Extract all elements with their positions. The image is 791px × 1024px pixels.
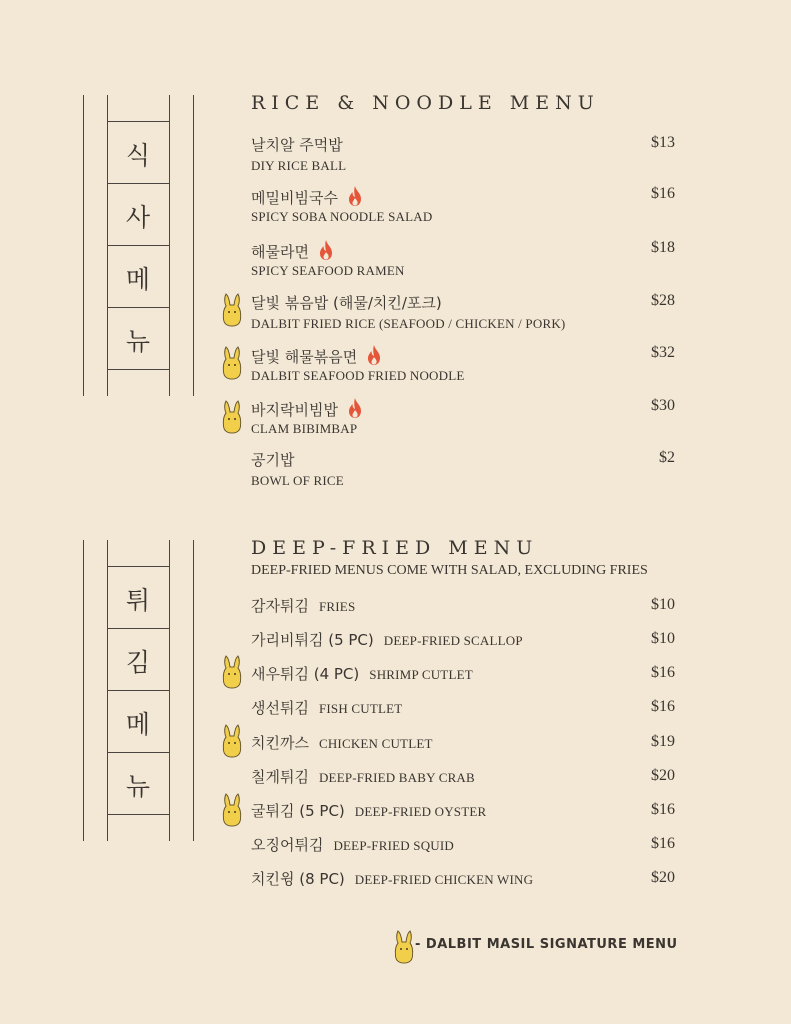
signature-legend: - DALBIT MASIL SIGNATURE MENU xyxy=(415,937,678,952)
item-english-name: DIY RICE BALL xyxy=(251,158,347,173)
rice-vertical-char: 뉴 xyxy=(125,327,151,356)
rabbit-icon xyxy=(222,724,242,758)
item-english-name: SHRIMP CUTLET xyxy=(369,667,473,682)
menu-item xyxy=(251,868,533,889)
rice-vertical-char: 사 xyxy=(125,203,151,232)
item-english-name: CHICKEN CUTLET xyxy=(318,736,433,751)
item-price: $18 xyxy=(651,239,675,256)
item-korean-name: 칠게튀김 xyxy=(251,768,309,786)
item-price: $20 xyxy=(651,869,675,886)
item-english-name: SPICY SOBA NOODLE SALAD xyxy=(251,209,433,224)
item-price: $10 xyxy=(651,630,675,647)
menu-item xyxy=(251,629,523,650)
item-price: $13 xyxy=(651,134,675,151)
fried-section-subtitle: DEEP-FRIED MENUS COME WITH SALAD, EXCLUDING FRIES xyxy=(251,563,648,578)
rabbit-icon xyxy=(222,655,242,689)
menu-item xyxy=(251,766,475,787)
item-price: $16 xyxy=(651,835,675,852)
item-korean-name: 날치알 주먹밥 xyxy=(251,136,343,154)
item-korean-name: 생선튀김 xyxy=(251,699,309,717)
rice-vertical-char: 식 xyxy=(125,141,151,170)
fried-vertical-char: 메 xyxy=(125,710,151,739)
item-price: $10 xyxy=(651,596,675,613)
fried-section-title: DEEP-FRIED MENU xyxy=(251,537,539,559)
item-english-name: DEEP-FRIED CHICKEN WING xyxy=(354,872,534,887)
item-english-name: DEEP-FRIED OYSTER xyxy=(354,804,487,819)
item-english-name: BOWL OF RICE xyxy=(251,473,344,488)
item-korean-name: 굴튀김 (5 PC) xyxy=(251,802,345,820)
item-english-name: DALBIT SEAFOOD FRIED NOODLE xyxy=(251,368,465,383)
item-english-name: DEEP-FRIED SCALLOP xyxy=(383,633,523,648)
item-korean-name: 치킨윙 (8 PC) xyxy=(251,870,345,888)
menu-item xyxy=(251,595,355,616)
rice-vertical-char: 메 xyxy=(125,265,151,294)
item-english-name: DALBIT FRIED RICE (SEAFOOD / CHICKEN / PORK) xyxy=(251,316,566,331)
item-korean-name: 감자튀김 xyxy=(251,597,309,615)
item-korean-name: 공기밥 xyxy=(251,451,295,469)
menu-item xyxy=(251,697,402,718)
menu-item xyxy=(251,834,454,855)
item-price: $32 xyxy=(651,344,675,361)
item-price: $16 xyxy=(651,664,675,681)
item-korean-name: 가리비튀김 (5 PC) xyxy=(251,631,374,649)
item-english-name: SPICY SEAFOOD RAMEN xyxy=(251,263,405,278)
item-english-name: DEEP-FRIED BABY CRAB xyxy=(318,770,475,785)
rabbit-icon xyxy=(222,293,242,327)
menu-item xyxy=(251,732,433,753)
item-korean-name: 바지락비빔밥 xyxy=(251,401,338,419)
flame-icon xyxy=(365,344,383,366)
item-korean-name: 치킨까스 xyxy=(251,734,309,752)
item-english-name: FISH CUTLET xyxy=(318,701,403,716)
item-korean-name: 달빛 볶음밥 (해물/치킨/포크) xyxy=(251,294,442,312)
item-korean-name: 오징어튀김 xyxy=(251,836,324,854)
rabbit-icon xyxy=(222,400,242,434)
fried-vertical-char: 뉴 xyxy=(125,772,151,801)
rabbit-icon xyxy=(394,930,414,964)
item-price: $16 xyxy=(651,185,675,202)
item-english-name: FRIES xyxy=(318,599,356,614)
item-price: $19 xyxy=(651,733,675,750)
item-price: $30 xyxy=(651,397,675,414)
item-price: $20 xyxy=(651,767,675,784)
item-price: $2 xyxy=(659,449,675,466)
item-english-name: DEEP-FRIED SQUID xyxy=(333,838,455,853)
rice-section-title: RICE & NOODLE MENU xyxy=(251,92,600,114)
item-korean-name: 메밀비빔국수 xyxy=(251,189,338,207)
item-price: $16 xyxy=(651,698,675,715)
menu-item xyxy=(251,663,473,684)
flame-icon xyxy=(346,397,364,419)
item-price: $28 xyxy=(651,292,675,309)
item-english-name: CLAM BIBIMBAP xyxy=(251,421,358,436)
flame-icon xyxy=(346,185,364,207)
rabbit-icon xyxy=(222,793,242,827)
item-korean-name: 해물라면 xyxy=(251,243,309,261)
rabbit-icon xyxy=(222,346,242,380)
menu-item xyxy=(251,800,486,821)
item-korean-name: 새우튀김 (4 PC) xyxy=(251,665,360,683)
fried-vertical-char: 튀 xyxy=(125,586,151,615)
item-price: $16 xyxy=(651,801,675,818)
fried-vertical-char: 김 xyxy=(125,648,151,677)
item-korean-name: 달빛 해물볶음면 xyxy=(251,348,358,366)
flame-icon xyxy=(317,239,335,261)
